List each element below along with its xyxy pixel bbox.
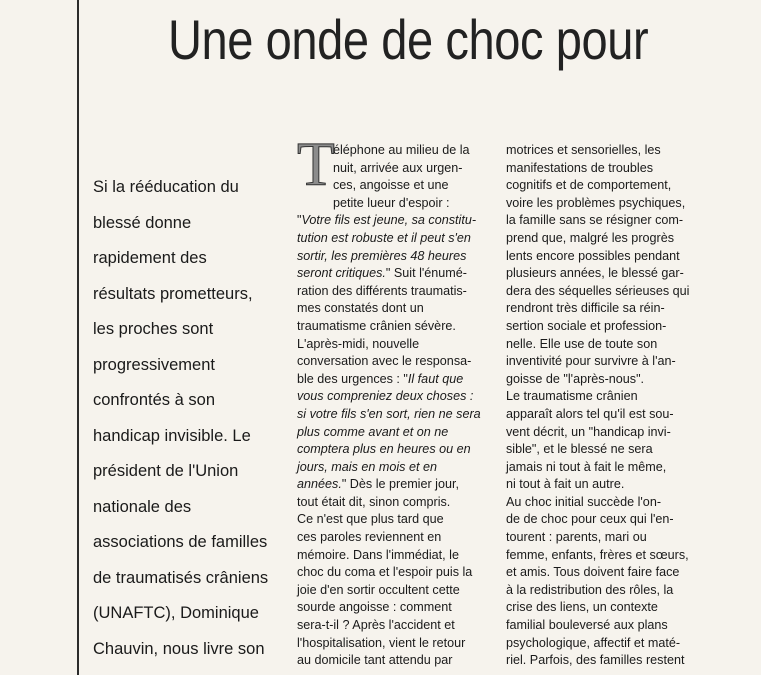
body-column-right [506,142,688,670]
body-line: choc du coma et l'espoir puis la [297,565,473,580]
body-line: traumatisme crânien sévère. [297,318,456,333]
body-column-middle [297,142,481,670]
body-line: ration des différents traumatis- [297,283,467,298]
body-line: petite lueur d'espoir : [333,195,450,210]
lead-line: résultats prometteurs, [93,284,253,303]
body-line: Au choc initial succède l'on- [506,494,662,509]
lead-line: progressivement [93,355,215,374]
body-line: vent décrit, un "handicap invi- [506,424,671,439]
body-line: familial bouleversé aux plans [506,618,668,633]
body-line: mes constatés dont un [297,301,424,316]
body-line: sortir, les premières 48 heures [297,248,467,263]
body-line: rendront très difficile sa réin- [506,301,665,316]
body-line: "Votre fils est jeune, sa constitu- [297,213,477,228]
lead-line: Si la rééducation du [93,178,239,196]
body-line: plus comme avant et on ne [297,424,449,439]
lead-line: les proches sont [93,320,214,338]
body-line: seront critiques." Suit l'énumé- [297,266,467,281]
lead-line: confrontés à son [93,391,215,409]
body-line: Ce n'est que plus tard que [297,512,444,527]
body-line: cognitifs et de comportement, [506,178,672,193]
body-line: au domicile tant attendu par [297,653,453,668]
body-line: lents encore possibles pendant [506,248,680,263]
body-line: motrices et sensorielles, les [506,143,661,157]
body-line: et amis. Tous doivent faire face [506,565,680,580]
lead-line: associations de familles [93,533,268,551]
body-line: plusieurs années, le blessé gar- [506,266,684,281]
body-line: nuit, arrivée aux urgen- [333,160,463,175]
body-line: nelle. Elle use de toute son [506,336,658,351]
body-line: tourent : parents, mari ou [506,530,647,545]
body-line: ces paroles reviennent en [297,530,442,545]
body-line: dera des séquelles sérieuses qui [506,283,690,298]
body-line: tout était dit, sinon compris. [297,494,451,509]
lead-line: nationale des [93,497,192,516]
body-line: l'hospitalisation, vient le retour [297,635,466,650]
article-title: Une onde de choc pour [168,8,649,71]
body-line: sera-t-il ? Après l'accident et [297,618,455,633]
body-line: éléphone au milieu de la [333,143,470,157]
lead-line: Chauvin, nous livre son [93,639,265,658]
body-line: ble des urgences : "Il faut que [297,371,464,386]
body-line: vous compreniez deux choses : [297,389,474,404]
body-line: années." Dès le premier jour, [297,477,459,492]
body-line: apparaît alors tel qu'il est sou- [506,406,674,421]
lead-line: président de l'Union [93,462,239,480]
body-line: L'après-midi, nouvelle [297,336,420,351]
body-line: inventivité pour survivre à l'an- [506,354,676,369]
body-line: à la redistribution des rôles, la [506,582,674,597]
body-line: mémoire. Dans l'immédiat, le [297,547,459,562]
body-line: manifestations de troubles [506,160,654,175]
article-lead [93,170,283,667]
body-line: ni tout à fait un autre. [506,477,625,492]
drop-cap: T [297,131,335,199]
body-line: sertion sociale et profession- [506,318,667,333]
body-line: la famille sans se résigner com- [506,213,684,228]
lead-line: rapidement des [93,249,207,267]
body-line: femme, enfants, frères et sœurs, [506,547,689,562]
body-line: sourde angoisse : comment [297,600,452,615]
body-line: de de choc pour ceux qui l'en- [506,512,674,527]
body-line: ces, angoisse et une [333,178,449,193]
body-line: riel. Parfois, des familles restent [506,653,685,668]
body-line: conversation avec le responsa- [297,354,472,369]
body-line: si votre fils s'en sort, rien ne sera [297,406,481,421]
body-line: tution est robuste et il peut s'en [297,230,471,245]
body-line: jamais ni tout à fait le même, [506,459,667,474]
body-line: prend que, malgré les progrès [506,230,675,245]
body-line: sible", et le blessé ne sera [506,442,653,457]
column-rule [77,0,79,675]
body-line: goisse de "l'après-nous". [506,371,645,386]
body-line: comptera plus en heures ou en [297,442,471,457]
body-line: psychologique, affectif et maté- [506,635,681,650]
lead-line: (UNAFTC), Dominique [93,604,259,622]
body-line: Le traumatisme crânien [506,389,638,404]
body-line: joie d'en sortir occultent cette [297,582,460,597]
body-line: jours, mais en mois et en [297,459,437,474]
body-line: voire les problèmes psychiques, [506,195,686,210]
lead-line: handicap invisible. Le [93,426,251,445]
lead-line: de traumatisés crâniens [93,568,269,587]
body-line: crise des liens, un contexte [506,600,658,615]
lead-line: blessé donne [93,213,192,232]
